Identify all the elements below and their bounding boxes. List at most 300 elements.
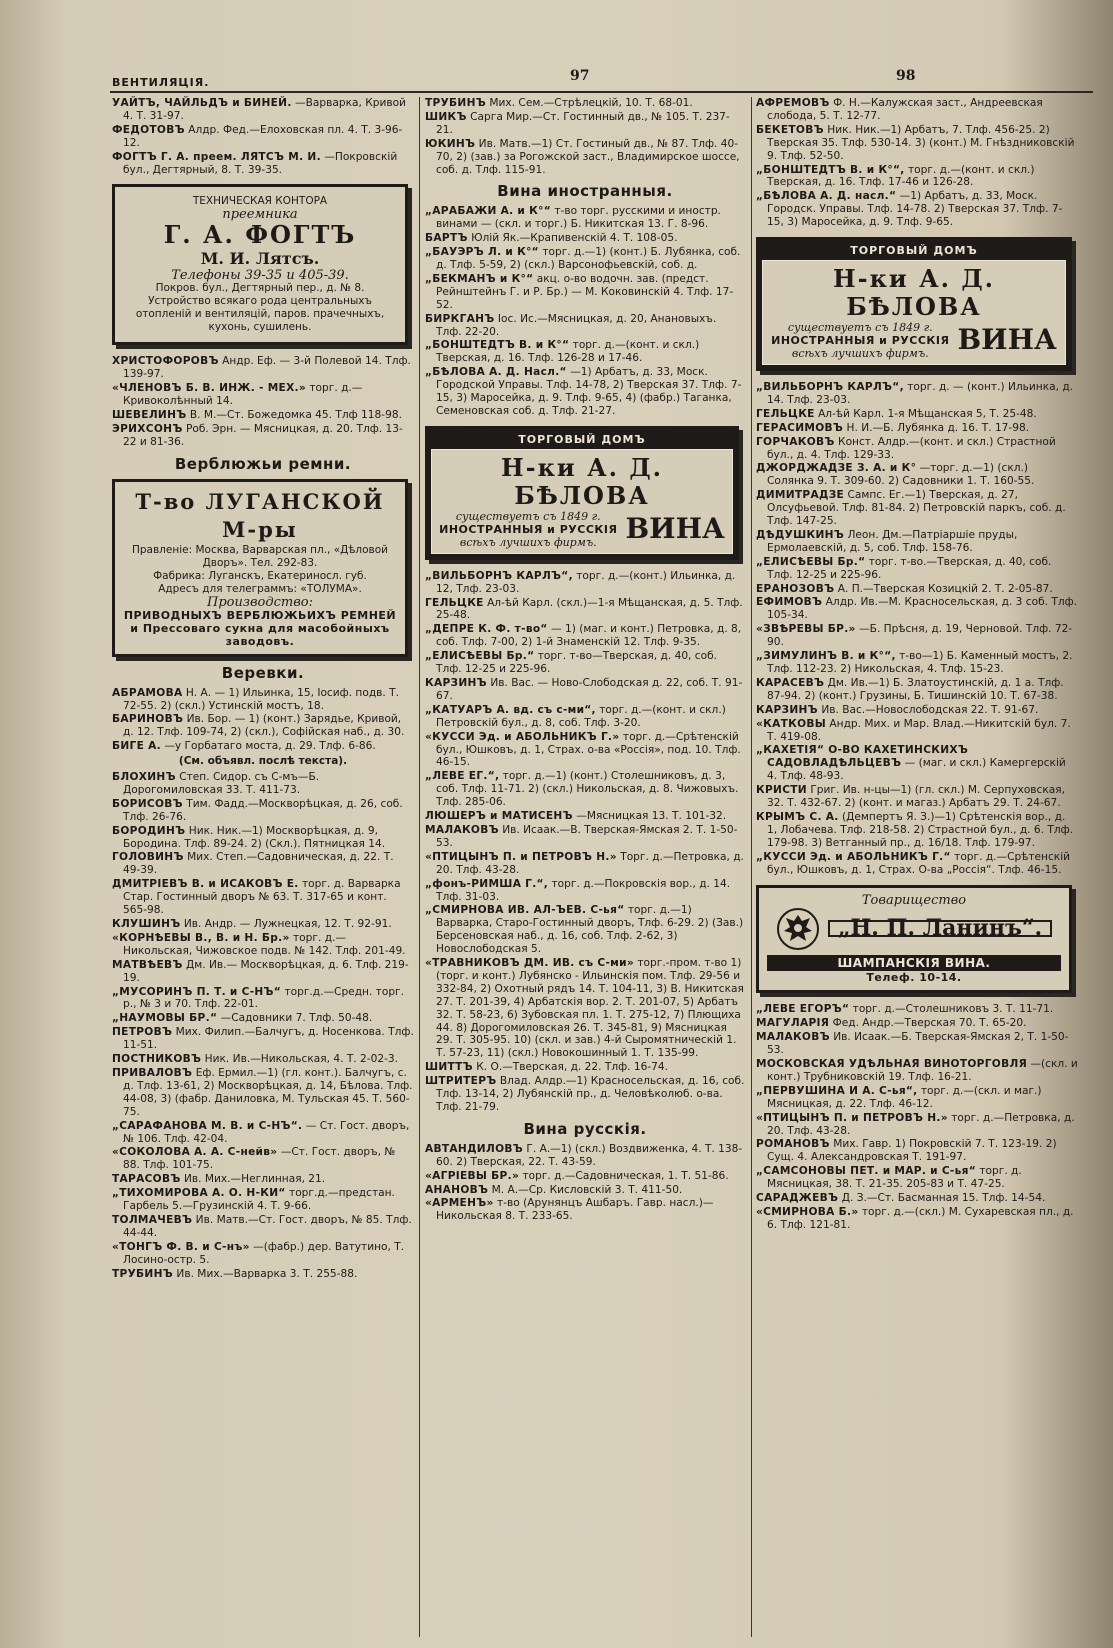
entry-details: —1) Арбатъ, д. 33, Моск. Городск. Управы. Тлф. 14-78. 2) Тверская 37. Тлф. 7-15, 3) Маросейка, д. 9. Тлф. 9-65. [767, 190, 1063, 229]
entry-name: МАТВѢЕВЪ [112, 958, 183, 971]
entry-name: БАРИНОВЪ [112, 713, 184, 726]
directory-entry [425, 650, 745, 676]
ad-top: Товарищество [861, 892, 967, 908]
entry-name: «СМИРНОВА Б.» [756, 1206, 859, 1218]
entry-details: Ив. Матв.—1) Ст. Гостиный дв., № 87. Тлф. 40-70, 2) (зав.) за Рогожской заст., Владимирское шоссе, соб. д. Тлф. 115-91. [436, 137, 740, 176]
entry-details: Фед. Андр.—Тверская 70. Т. 65-20. [832, 1017, 1027, 1030]
entry-details: —(скл. и конт.) Трубниковскiй 19. Тлф. 16-21. [767, 1058, 1078, 1083]
directory-entry [425, 1184, 745, 1197]
entry-name: БЕКЕТОВЪ [756, 123, 824, 136]
entry-name: „КАХЕТIЯ“ О-ВО КАХЕТИНСКИХЪ САДОВЛАДѢЛЬЦЕВЪ [756, 744, 969, 770]
ad-top: ТОРГОВЫЙ ДОМЪ [431, 432, 733, 449]
entry-name: БИРКГАНЪ [425, 312, 495, 325]
directory-entry [112, 713, 414, 739]
entry-details: —Покровскiй бул., Дегтярный, 8. Т. 39-35. [123, 150, 398, 176]
directory-entry [112, 1120, 414, 1146]
ad-left [439, 510, 617, 549]
directory-entry [756, 650, 1078, 676]
entry-name: ЮКИНЪ [425, 137, 476, 150]
entry-details: Григ. Ив. н-цы—1) (гл. скл.) М. Серпуховская, 32. Т. 432-67. 2) (конт. и магаз.) Арбатъ 29. Т. 24-67. [767, 784, 1066, 810]
directory-entry [425, 851, 745, 877]
entry-name: КАРЗИНЪ [425, 677, 487, 689]
entry-details: Г. А.—1) (скл.) Воздвиженка, 4. Т. 138-60. 2) Тверская, 22. Т. 43-59. [436, 1142, 743, 1168]
entry-details: —(фабр.) дер. Ватутино, Т. Лосино-остр. 5. [123, 1240, 405, 1266]
entry-list [112, 355, 414, 448]
entry-details: Роб. Эрн. — Мясницкая, д. 20. Тлф. 13-22 и 81-36. [123, 422, 403, 448]
entry-name: «ЧЛЕНОВЪ Б. В. ИНЖ. - МЕХ.» [112, 382, 307, 395]
directory-entry [756, 1206, 1078, 1232]
ad-line: ПРИВОДНЫХЪ ВЕРБЛЮЖЬИХЪ РЕМНЕЙ и Прессоваго сукна для масобойныхъ заводовъ. [123, 608, 397, 648]
entry-name: „САМСОНОВЫ ПЕТ. и МАР. и С-ья“ [756, 1165, 976, 1178]
entry-details: торг.д.—предстан. Гарбель 5.—Грузинскiй 4. Т. 9-66. [123, 1187, 395, 1213]
entry-details: торг. т-во.—Тверская, д. 40, соб. Тлф. 12-25 и 225-96. [767, 555, 1052, 581]
directory-entry [112, 1067, 414, 1119]
entry-name: «КАТКОВЫ [756, 717, 827, 730]
entry-details: торг. д.—Покровскiя вор., д. 14. Тлф. 31-03. [436, 877, 731, 903]
ad-kinds: ИНОСТРАННЫЯ и РУССКIЯ [771, 333, 950, 347]
entry-name: БАРТЪ [425, 232, 468, 245]
entry-name: БОРОДИНЪ [112, 824, 186, 837]
directory-entry [756, 1165, 1078, 1191]
directory-entry [112, 825, 414, 851]
entry-name: „ДЕПРЕ К. Ф. т-во“ [425, 623, 548, 636]
entry-details: торг. д.—Столешниковъ 3. Т. 11-71. [852, 1003, 1054, 1016]
entry-name: ГЕЛЬЦКЕ [425, 596, 484, 609]
directory-entry [756, 623, 1078, 649]
entry-details: В. М.—Ст. Божедомка 45. Тлф 118-98. [189, 409, 402, 422]
ad-line: ТЕХНИЧЕСКАЯ КОНТОРА [192, 195, 328, 208]
entry-details: —Мясницкая 13. Т. 101-32. [576, 810, 727, 823]
column-3 [756, 97, 1078, 1233]
entry-name: ГЕЛЬЦКЕ [756, 407, 815, 420]
entry-details: торг.д.—Средн. торг. р., № 3 и 70. Тлф. 22-01. [123, 985, 404, 1011]
directory-entry [112, 1173, 414, 1186]
entry-name: БЛОХИНЪ [112, 771, 176, 784]
entry-name: САРАДЖЕВЪ [756, 1192, 839, 1205]
entry-details: торг. д.—Срѣтенскiй бул., Юшковъ, д. 1, Страх. О-ва „Россiя“. Тлф. 46-15. [767, 850, 1071, 876]
directory-entry [425, 770, 745, 809]
entry-name: „ЕЛИСѢЕВЫ Бр.“ [425, 650, 535, 663]
entry-details: торг. д.—(скл. и маг.) Мясницкая, д. 22. Тлф. 46-12. [767, 1084, 1042, 1110]
directory-entry [756, 1112, 1078, 1138]
entry-name: КРИСТИ [756, 784, 807, 797]
directory-entry [425, 704, 745, 730]
entry-details: торг. д.—1) Варварка, Старо-Гостинный дворъ, Тлф. 6-29. 2) (Зав.) Берсеновская наб., д. 16, соб. Тлф. 2-62, 3) Новослободская 5. [436, 904, 744, 956]
column-divider [751, 97, 752, 1637]
directory-entry [756, 381, 1078, 407]
entry-details: — Ст. Гост. дворъ, № 106. Тлф. 42-04. [123, 1119, 410, 1145]
entry-name: „ПЕРВУШИНА И А. С-ья“, [756, 1084, 918, 1097]
entry-details: Ал-ѣй Карл. (скл.)—1-я Мѣщанская, д. 5. Тлф. 25-48. [436, 596, 743, 622]
ad-since: существуетъ съ 1849 г. [787, 320, 933, 334]
directory-entry [425, 232, 745, 245]
entry-list [425, 570, 745, 1114]
running-head [112, 68, 1095, 90]
section-heading: Веревки. [221, 663, 305, 682]
entry-list [756, 97, 1078, 229]
directory-entry [112, 851, 414, 877]
entry-name: „АРАБАЖИ А. и К°“ [425, 205, 551, 218]
entry-name: «АРМЕНЪ» [425, 1197, 494, 1210]
entry-name: «ПТИЦЫНЪ П. и ПЕТРОВЪ Н.» [425, 850, 617, 863]
directory-entry [756, 529, 1078, 555]
entry-list [425, 205, 745, 418]
directory-entry [756, 1031, 1078, 1057]
directory-entry [756, 164, 1078, 190]
ad-firms: всѣхъ лучшихъ фирмъ. [459, 535, 597, 549]
directory-entry [112, 97, 414, 123]
directory-entry [756, 1017, 1078, 1030]
entry-name: «ТРАВНИКОВЪ ДМ. ИВ. съ С-ми» [425, 957, 634, 970]
entry-details: Н. И.—Б. Лубянка д. 16. Т. 17-98. [846, 421, 1030, 434]
ad-vina: ВИНА [625, 511, 725, 545]
section-heading: Вина иностранныя. [497, 182, 673, 201]
directory-entry [425, 1061, 745, 1074]
directory-entry [112, 932, 414, 958]
directory-entry [756, 124, 1078, 163]
directory-entry [425, 111, 745, 137]
entry-name: ШЕВЕЛИНЪ [112, 409, 187, 422]
entry-details: торг. д.—(конт.) Ильинка, д. 12, Тлф. 23-03. [436, 569, 736, 595]
ad-description: Устройство всякаго рода центральныхъ отопленiй и вентиляцiй, паров. прачечныхъ, кухонь, сушилень. [135, 295, 385, 334]
entry-list [112, 771, 414, 1280]
ad-kinds: ИНОСТРАННЫЯ и РУССКIЯ [439, 522, 618, 536]
entry-list [756, 381, 1078, 877]
entry-details: Ив. Исаак.—В. Тверская-Ямская 2. Т. 1-50-53. [436, 823, 738, 849]
directory-entry [756, 190, 1078, 229]
ad-belov [756, 237, 1072, 371]
entry-details: Мих. Филип.—Балчугъ, д. Носенкова. Тлф. 11-51. [123, 1026, 414, 1052]
directory-entry [112, 740, 414, 753]
directory-entry [112, 798, 414, 824]
ad-lugansk [112, 479, 408, 657]
entry-name: КАРАСЕВЪ [756, 676, 825, 689]
entry-name: ГЕРАСИМОВЪ [756, 421, 844, 434]
entry-details: (Демпертъ Я. З.)—1) Срѣтенскiя вор., д. 1, Лобачева. Тлф. 218-58. 2) Страстной бул., д. 6. Тлф. 179-98. 3) Ветганный пр., д. 16/18. Тлф. 179-97. [767, 810, 1074, 849]
entry-details: Еф. Ермил.—1) (гл. конт.). Балчугъ, с. д. Тлф. 13-61, 2) Москворѣцкая, д. 14, Бѣлова. Тлф. 44-08, 3) (фабр. Даниловка, М. Тульская 45. Т. 560-75. [123, 1066, 413, 1118]
entry-name: КЛУШИНЪ [112, 918, 181, 930]
entry-list [112, 687, 414, 754]
directory-entry [425, 1075, 745, 1114]
directory-entry [112, 423, 414, 449]
entry-details: торг. д. Варварка Стар. Гостинный дворъ № 63. Т. 317-65 и конт. 565-98. [123, 878, 401, 917]
entry-details: Алдр. Ив.—М. Красносельская, д. 3 соб. Тлф. 105-34. [767, 596, 1078, 622]
entry-name: „БѢЛОВА А. Д. Насл.“ [425, 366, 567, 379]
directory-entry [756, 1192, 1078, 1205]
entry-details: торг. д.—(скл.) М. Сухаревская пл., д. 6. Тлф. 121-81. [767, 1206, 1074, 1231]
directory-entry [425, 138, 745, 177]
directory-entry [425, 570, 745, 596]
entry-name: „БѢЛОВА А. Д. насл.“ [756, 190, 897, 203]
ad-line: Фабрика: Луганскъ, Екатериносл. губ. [153, 569, 367, 582]
entry-details: торг. д.—(конт. и скл.) Тверская, д. 16. Тлф. 17-46 и 126-28. [767, 163, 1035, 189]
directory-entry [425, 273, 745, 312]
entry-details: Ал-ѣй Карл. 1-я Мѣщанская 5, Т. 25-48. [818, 407, 1037, 420]
entry-name: ЭРИХСОНЪ [112, 422, 183, 435]
directory-entry [756, 744, 1078, 783]
entry-details: А. П.—Тверская Козицкiй 2. Т. 2-05-87. [837, 582, 1053, 595]
entry-details: —Варварка, Кривой 4. Т. 31-97. [123, 97, 406, 122]
entry-details: Андр. Мих. и Мар. Влад.—Никитскiй бул. 7. Т. 419-08. [767, 717, 1071, 743]
ad-top: ТОРГОВЫЙ ДОМЪ [762, 243, 1066, 260]
entry-details: —у Горбатаго моста, д. 29. Тлф. 6-86. [164, 740, 376, 753]
directory-entry [425, 878, 745, 904]
directory-entry [756, 556, 1078, 582]
entry-details: —Б. Прѣсня, д. 19, Черновой. Тлф. 72-90. [767, 623, 1073, 649]
directory-entry [425, 313, 745, 339]
entry-name: АВТАНДИЛОВЪ [425, 1142, 523, 1155]
entry-details: торг. д.—Срѣтенскiй бул., Юшковъ, д. 1, Страх. о-ва «Россiя», под. 10. Тлф. 46-15. [436, 730, 741, 769]
directory-entry [112, 1053, 414, 1066]
directory-entry [756, 583, 1078, 596]
entry-list [425, 1143, 745, 1223]
entry-details: Андр. Еф. — 3-й Полевой 14. Тлф. 139-97. [123, 355, 411, 381]
entry-details: Ник. Ник.—1) Арбатъ, 7. Тлф. 456-25. 2) Тверская 35. Тлф. 530-14. 3) (конт.) М. Гнѣздниковскiй 9. Тлф. 52-50. [767, 123, 1075, 162]
entry-name: ПРИВАЛОВЪ [112, 1066, 193, 1079]
directory-entry [112, 918, 414, 931]
entry-details: т-во торг. русскими и иностр. винами — (скл. и торг.) Б. Никитская 13. Г. 8-96. [436, 205, 721, 231]
ad-firm-name: Н-ки А. Д. БѢЛОВА [500, 452, 664, 510]
directory-entry [425, 339, 745, 365]
entry-details: Ив. Вас.—Новослободская 22. Т. 91-67. [821, 703, 1039, 716]
directory-entry [425, 205, 745, 231]
entry-details: т-во—1) Б. Каменный мостъ, 2. Тлф. 112-23. 2) Никольская, 4. Тлф. 15-23. [767, 650, 1073, 675]
entry-details: Мих. Степ.—Садовническая, д. 22. Т. 49-39. [123, 851, 394, 877]
entry-name: ТРУБИНЪ [425, 97, 487, 109]
entry-details: Алдр. Фед.—Елоховская пл. 4. Т. 3-96-12. [123, 123, 403, 149]
entry-name: КРЫМЪ С. А. [756, 810, 839, 823]
directory-entry [756, 596, 1078, 622]
entry-details: Степ. Сидор. съ С-мъ—Б. Дорогомиловская 33. Т. 411-73. [123, 771, 320, 796]
entry-name: «КУССИ Эд. и АБОЛЬНИКЪ Г.» [425, 730, 620, 743]
entry-name: КАРЗИНЪ [756, 703, 818, 716]
entry-details: —Садовники 7. Тлф. 50-48. [220, 1012, 373, 1025]
entry-name: „БОНШТЕДТЪ В. и К°“ [425, 339, 570, 352]
entry-name: „НАУМОВЫ БР.“ [112, 1012, 218, 1025]
page-number-left: 97 [570, 68, 590, 84]
directory-entry [756, 97, 1078, 123]
entry-name: ДЖОРДЖАДЗЕ З. А. и К° [756, 462, 917, 475]
ad-row [769, 321, 1059, 360]
directory-entry [425, 824, 745, 850]
entry-details: Ив. Матв.—Ст. Гост. дворъ, № 85. Тлф. 44-44. [123, 1213, 412, 1239]
directory-entry [425, 97, 745, 110]
section-heading: Вина русскiя. [523, 1119, 647, 1138]
ad-firm-name: Н-ки А. Д. БѢЛОВА [832, 263, 996, 321]
entry-details: М. А.—Ср. Кисловскiй 3. Т. 411-50. [491, 1183, 683, 1196]
entry-name: ШИКЪ [425, 110, 467, 123]
column-divider [419, 97, 420, 1637]
directory-entry [112, 771, 414, 797]
entry-name: „ВИЛЬБОРНЪ КАРЛЪ“, [425, 569, 573, 582]
directory-entry [112, 687, 414, 713]
entry-details: Конст. Алдр.—(конт. и скл.) Страстной бул., д. 4. Тлф. 129-33. [767, 435, 1056, 461]
entry-name: „ВИЛЬБОРНЪ КАРЛЪ“, [756, 380, 904, 393]
entry-name: ГОЛОВИНЪ [112, 851, 184, 864]
entry-details: Мих. Сем.—Стрѣлецкiй, 10. Т. 68-01. [489, 97, 693, 109]
directory-entry [425, 731, 745, 770]
directory-entry [756, 462, 1078, 488]
directory-entry [425, 366, 745, 418]
directory-entry [112, 986, 414, 1012]
entry-name: «СОКОЛОВА А. А. С-нейв» [112, 1146, 278, 1159]
entry-name: ЕРАНОЗОВЪ [756, 582, 835, 595]
ad-firms: всѣхъ лучшихъ фирмъ. [791, 346, 929, 360]
entry-details: торг. д.—1) (конт.) Б. Лубянка, соб. д. Тлф. 5-59, 2) (скл.) Варсонофьевскiй, соб. д. [436, 246, 741, 271]
directory-entry [112, 382, 414, 408]
entry-name: „БАУЭРЪ Л. и К°“ [425, 246, 539, 259]
entry-list [756, 1003, 1078, 1231]
entry-details: Ив. Исаак.—Б. Тверская-Ямская 2, Т. 1-50-53. [767, 1031, 1069, 1057]
ad-line: преемника [222, 207, 298, 223]
entry-details: торг. д. Мясницкая, 38. Т. 21-35. 205-83 и Т. 47-25. [767, 1165, 1022, 1191]
entry-details: Сарга Мир.—Ст. Гостинный дв., № 105. Т. 237-21. [436, 110, 730, 136]
entry-details: Ив. Бор. — 1) (конт.) Зарядье, Кривой, д. 12. Тлф. 109-74, 2) (скл.), Софiйская наб., д. 30. [123, 713, 405, 739]
entry-list [425, 97, 745, 176]
entry-name: ПОСТНИКОВЪ [112, 1053, 202, 1066]
directory-entry [112, 959, 414, 985]
entry-details: Дм. Ив.—1) Б. Златоустинскiй, д. 1 а. Тлф. 87-94. 2) (конт.) Грузины, Б. Тишинскiй 10. Т. 67-38. [767, 676, 1064, 702]
directory-entry [756, 1003, 1078, 1016]
directory-entry [756, 1138, 1078, 1164]
entry-details: — (маг. и скл.) Камергерскiй 4. Тлф. 48-93. [767, 757, 1066, 783]
entry-name: ДИМИТРАДЗЕ [756, 489, 845, 502]
page-number-right: 98 [896, 68, 916, 84]
directory-entry [112, 1268, 414, 1281]
entry-name: ТОЛМАЧЕВЪ [112, 1213, 193, 1226]
ad-firm-name: „Н. П. Ланинъ“. [828, 920, 1052, 937]
entry-name: «ЗВѢРЕВЫ БР.» [756, 623, 856, 636]
entry-details: Ив. Андр. — Лужнецкая, 12. Т. 92-91. [183, 918, 392, 930]
entry-details: торг. д.—1) (конт.) Столешниковъ, д. 3, соб. Тлф. 11-71. 2) (скл.) Никольская, д. 8. Чижовыхъ. Тлф. 285-06. [436, 770, 739, 809]
ad-row [438, 510, 726, 549]
ad-row [767, 907, 1061, 951]
directory-entry [425, 957, 745, 1060]
entry-details: Леон. Дм.—Патрiаршiе пруды, Ермолаевскiй, д. 5, соб. Тлф. 158-76. [767, 528, 1018, 554]
ad-since: существуетъ съ 1849 г. [455, 509, 601, 523]
directory-entry [112, 1026, 414, 1052]
entry-details: Ив. Вас. — Ново-Слободская д. 22, соб. Т. 91-67. [436, 677, 743, 702]
entry-details: торг.-пром. т-во 1) (торг. и конт.) Лубянско - Ильинскiя пом. Тлф. 29-56 и 332-84, 2) Охотный рядъ 14. Т. 104-11, 3) В. Никитская 27. Т. 201-39, 4) Арбатскiя вор. 2. Т. 201-07, 5) Арбатъ 32. Т. 58-23, 6) Зубовская пл. 1. Т. 275-12, 7) Плющиха 44. 8) Дорогомиловская 26. Т. 345-81, 9) Мясницкая 29. Т. 305-95. 10) (скл. и зав.) 4-й Сыромятническiй 1. Т. 57-23, 11) (скл.) Новокошинный 1. Т. 135-99. [436, 957, 744, 1060]
entry-name: „САРАФАНОВА М. В. и С-НЪ“. [112, 1119, 303, 1132]
entry-details: —1) Арбатъ, д. 33, Моск. Городской Управы. Тлф. 14-78, 2) Тверская 37. Тлф. 7-15, 3) Маросейка, д. 9. Тлф. 9-65, 4) (фабр.) Таганка, Семеновская соб. д. Тлф. 21-27. [436, 366, 742, 417]
entry-name: ПЕТРОВЪ [112, 1026, 173, 1039]
directory-entry [425, 904, 745, 956]
directory-entry [112, 151, 414, 177]
entry-name: „ЗИМУЛИНЪ В. и К°“, [756, 650, 896, 663]
entry-name: „ЕЛИСѢЕВЫ Бр.“ [756, 555, 866, 568]
directory-entry [112, 1187, 414, 1213]
section-head: ВЕНТИЛЯЦIЯ. [112, 76, 210, 89]
ad-lanin [756, 885, 1072, 994]
entry-name: АБРАМОВА [112, 686, 183, 699]
directory-entry [112, 878, 414, 917]
directory-entry [756, 811, 1078, 850]
directory-entry [425, 246, 745, 272]
directory-entry [112, 1241, 414, 1267]
directory-entry [756, 784, 1078, 810]
entry-name: ЕФИМОВЪ [756, 596, 823, 609]
directory-entry [425, 623, 745, 649]
entry-name: МАЛАКОВЪ [425, 823, 499, 836]
ad-phones: Телефоны 39-35 и 405-39. [171, 268, 349, 284]
directory-entry [112, 355, 414, 381]
ad-line: Адресъ для телеграммъ: «ТОЛУМА». [158, 582, 362, 595]
entry-details: торг. д.—(конт. и скл.) Петровскiй бул., д. 8, соб. Тлф. 3-20. [436, 703, 726, 729]
ad-kinds: ШАМПАНСКIЯ ВИНА. [767, 955, 1061, 972]
ad-fogt [112, 184, 408, 345]
entry-details: Юлiй Як.—Крапивенскiй 4. Т. 108-05. [471, 232, 678, 245]
entry-name: ДМИТРIЕВЪ В. и ИСАКОВЪ Е. [112, 878, 299, 891]
directory-entry [756, 489, 1078, 528]
entry-details: Ив. Мих.—Варварка 3. Т. 255-88. [176, 1267, 358, 1280]
ad-address: Покров. бул., Дегтярный пер., д. № 8. [155, 282, 365, 295]
directory-entry [756, 422, 1078, 435]
directory-entry [112, 1012, 414, 1025]
entry-details: Д. З.—Ст. Басманная 15. Тлф. 14-54. [841, 1192, 1046, 1205]
entry-name: АФРЕМОВЪ [756, 97, 830, 109]
entry-name: „БЕКМАНЪ и К°“ [425, 272, 534, 285]
entry-name: «АГРIЕВЫ БР.» [425, 1169, 520, 1182]
directory-entry [112, 409, 414, 422]
entry-name: ШИТТЪ [425, 1061, 473, 1074]
directory-entry [112, 1214, 414, 1240]
entry-name: „СМИРНОВА ИВ. АЛ-ЪЕВ. С-ья“ [425, 904, 625, 917]
entry-name: „КАТУАРЪ А. вд. съ с-ми“, [425, 703, 596, 716]
entry-name: „ЛЕВЕ ЕГОРЪ“ [756, 1003, 850, 1016]
directory-entry [112, 124, 414, 150]
entry-name: МАГУЛАРIЯ [756, 1017, 830, 1030]
column-2 [425, 97, 745, 1224]
entry-details: Мих. Гавр. 1) Покровскiй 7. Т. 123-19. 2) Сущ. 4. Александровская Т. 191-97. [767, 1138, 1057, 1164]
entry-name: РОМАНОВЪ [756, 1138, 830, 1151]
entry-details: Сампс. Ег.—1) Тверская, д. 27, Олсуфьевой. Тлф. 81-84. 2) Петровскiй паркъ, соб. д. Тлф. 147-25. [767, 489, 1066, 528]
double-eagle-emblem-icon [776, 907, 820, 951]
ad-belov [425, 426, 739, 560]
entry-name: МОСКОВСКАЯ УДѢЛЬНАЯ ВИНОТОРГОВЛЯ [756, 1058, 1028, 1071]
entry-details: торг. т-во—Тверская, д. 40, соб. Тлф. 12-25 и 225-96. [436, 650, 718, 676]
entry-name: „фонъ-РИМША Г.“, [425, 877, 549, 890]
entry-details: Дм. Ив.— Москворѣцкая, д. 6. Тлф. 219-19. [123, 958, 409, 984]
entry-name: „МУСОРИНЪ П. Т. и С-НЪ“ [112, 985, 282, 998]
entry-details: Тим. Фадд.—Москворѣцкая, д. 26, соб. Тлф. 26-76. [123, 797, 403, 823]
entry-details: —торг. д.—1) (скл.) Солянка 9. Т. 309-60. 2) Садовники 1. Т. 160-55. [767, 462, 1035, 488]
entry-details: т-во (Арунянцъ Ашбаръ. Гавр. насл.)—Никольская 8. Т. 233-65. [436, 1197, 714, 1223]
entry-details: Ник. Ник.—1) Москворѣцкая, д. 9, Бородина. Тлф. 89-24. 2) (Скл.). Пятницкая 14. [123, 824, 386, 850]
directory-entry [425, 1143, 745, 1169]
directory-entry [425, 597, 745, 623]
directory-entry [425, 677, 745, 703]
entry-name: „КУССИ Эд. и АБОЛЬНИКЪ Г.“ [756, 850, 951, 863]
ad-vina: ВИНА [957, 323, 1057, 357]
entry-name: ГОРЧАКОВЪ [756, 435, 835, 448]
directory-entry [756, 1058, 1078, 1084]
entry-name: «ПТИЦЫНЪ П. и ПЕТРОВЪ Н.» [756, 1111, 948, 1124]
ad-body [762, 260, 1066, 365]
entry-name: УАЙТЪ, ЧАЙЛЬДЪ и БИНЕЙ. [112, 97, 292, 109]
entry-name: ФЕДОТОВЪ [112, 123, 185, 136]
entry-name: „ЛЕВЕ ЕГ.“, [425, 770, 500, 783]
entry-list [112, 97, 414, 176]
entry-name: ТАРАСОВЪ [112, 1173, 181, 1186]
directory-entry [756, 677, 1078, 703]
entry-details: торг. д.—(конт. и скл.) Тверская, д. 16. Тлф. 126-28 и 17-46. [436, 339, 700, 365]
entry-details: Торг. д.—Петровка, д. 20. Тлф. 43-28. [436, 850, 744, 876]
entry-details: торг. д.—Никольская, Чижовское подв. № 142. Тлф. 201-49. [123, 931, 406, 957]
entry-name: «ТОНГЪ Ф. В. и С-нъ» [112, 1240, 250, 1253]
entry-details: Ник. Ив.—Никольская, 4. Т. 2-02-3. [204, 1053, 399, 1066]
entry-details: Iос. Ис.—Мясницкая, д. 20, Анановыхъ. Тлф. 22-20. [436, 312, 717, 338]
